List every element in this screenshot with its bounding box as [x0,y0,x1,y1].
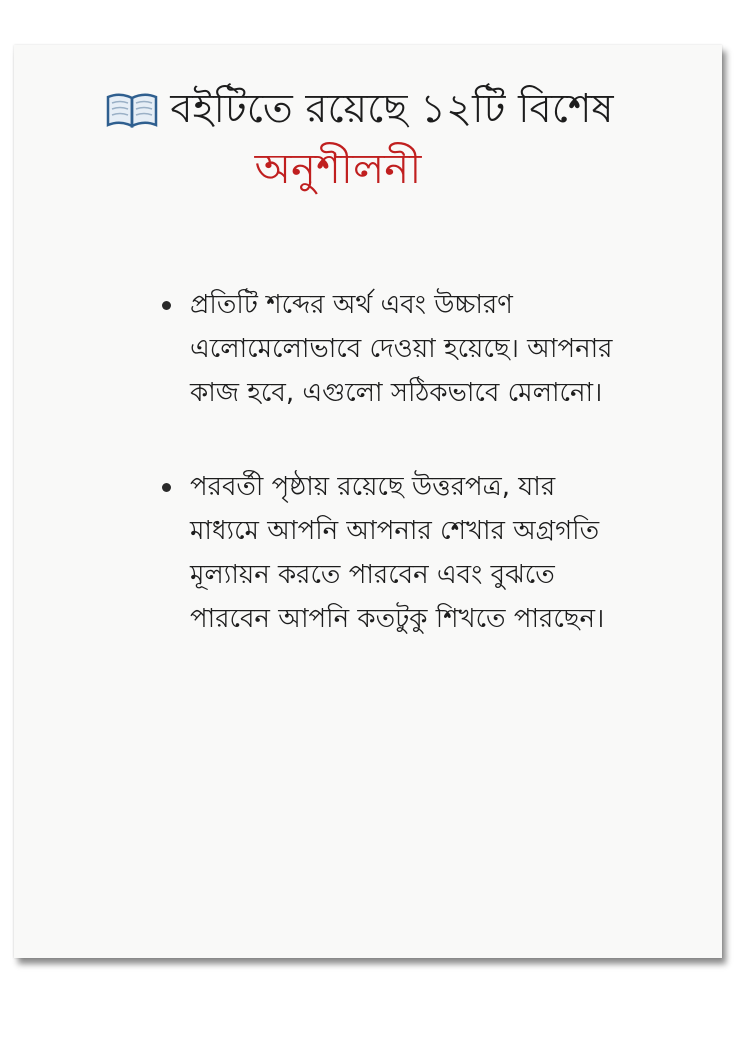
list-item-text: প্রতিটি শব্দের অর্থ এবং উচ্চারণ এলোমেলোভাবে দেওয়া হয়েছে। আপনার কাজ হবে, এগুলো সঠিকভাবে মেলানো। [190,290,613,408]
bullet-dot [162,301,171,310]
bullet-list [162,283,632,641]
title-highlight: অনুশীলনী [254,144,422,193]
list-item [162,465,632,641]
title-text: বইটিতে রয়েছে ১২টি বিশেষ [170,86,614,132]
bullet-dot [162,483,171,492]
page-title [14,83,722,197]
list-item [162,283,632,415]
open-book-icon [106,89,158,129]
list-item-text: পরবর্তী পৃষ্ঠায় রয়েছে উত্তরপত্র, যার মাধ্যমে আপনি আপনার শেখার অগ্রগতি মূল্যায়ন করতে পারবেন এবং বুঝতে পারবেন আপনি কতটুকু শিখতে পারছেন। [190,472,605,634]
document-page [14,45,722,958]
title-line-1 [14,83,722,135]
